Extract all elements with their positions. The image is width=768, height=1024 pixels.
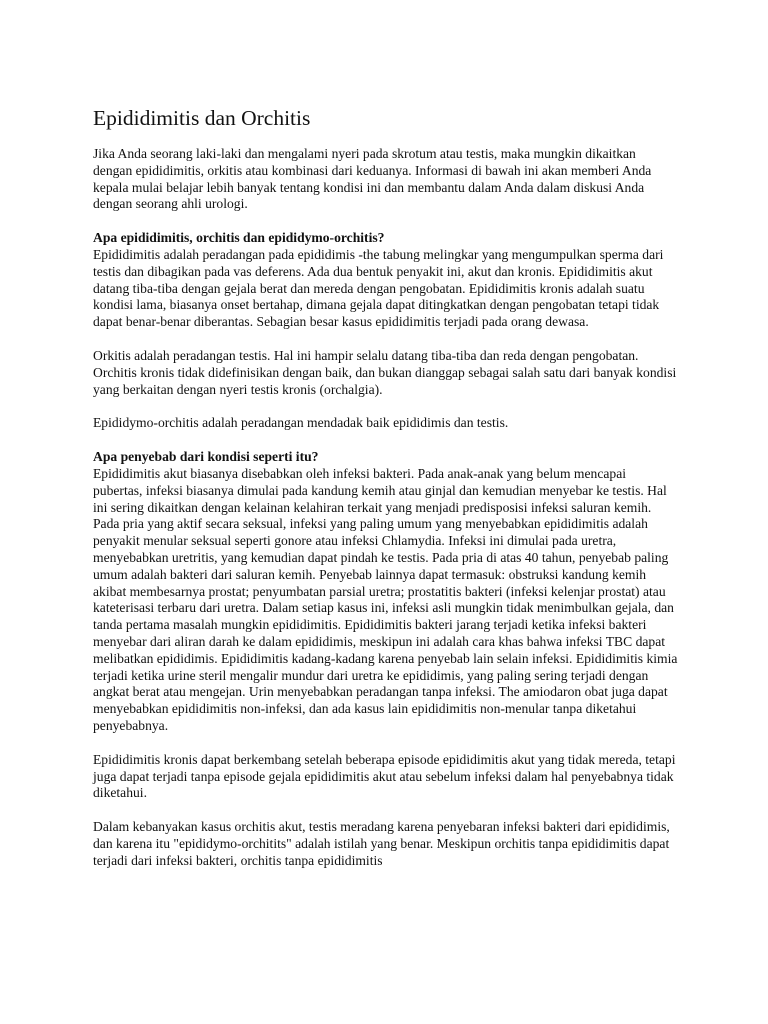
paragraph-orkitis: Orkitis adalah peradangan testis. Hal ini hampir selalu datang tiba-tiba dan reda dengan pengobatan. Orchitis kronis tidak didefinisikan dengan baik, dan bukan dianggap sebagai salah satu dari banyak kondisi yang berkaitan dengan nyeri testis kronis (orchalgia).	[93, 347, 677, 397]
paragraph-causes-orchitis: Dalam kebanyakan kasus orchitis akut, testis meradang karena penyebaran infeksi bakteri dari epididimis, dan karena itu "epididymo-orchitits" adalah istilah yang benar. Meskipun orchitis tanpa epididimitis dapat terjadi dari infeksi bakteri, orchitis tanpa epididimitis	[93, 819, 670, 868]
paragraph-causes-chronic: Epididimitis kronis dapat berkembang setelah beberapa episode epididimitis akut yang tidak mereda, tetapi juga dapat terjadi tanpa episode gejala epididimitis akut atau sebelum infeksi dalam hal penyebabnya tidak diketahui.	[93, 751, 676, 801]
document-title: Epididimitis dan Orchitis	[93, 106, 311, 130]
paragraph-epididimitis: Epididimitis adalah peradangan pada epididimis -the tabung melingkar yang mengumpulkan sperma dari testis dan dibagikan pada vas deferens. Ada dua bentuk penyakit ini, akut dan kronis. Epididimitis akut datang tiba-tiba dengan gejala berat dan mereda dengan pengobatan. Epididimitis kronis adalah suatu kondisi lama, biasanya onset bertahap, dimana gejala dapat ditingkatkan dengan pengobatan tetapi tidak dapat benar-benar diberantas. Sebagian besar kasus epididimitis terjadi pada orang dewasa.	[93, 246, 664, 330]
section-heading-causes: Apa penyebab dari kondisi seperti itu?	[93, 449, 319, 465]
section-causes	[93, 449, 678, 735]
intro-paragraph: Jika Anda seorang laki-laki dan mengalami nyeri pada skrotum atau testis, maka mungkin dikaitkan dengan epididimitis, orkitis atau kombinasi dari keduanya. Informasi di bawah ini akan memberi Anda kepala mulai belajar lebih banyak tentang kondisi ini dan membantu dalam Anda dalam diskusi Anda dengan seorang ahli urologi.	[93, 146, 652, 212]
section-heading-definitions: Apa epididimitis, orchitis dan epididymo-orchitis?	[93, 230, 385, 246]
section-definitions	[93, 230, 678, 331]
paragraph-epididymo-orchitis: Epididymo-orchitis adalah peradangan mendadak baik epididimis dan testis.	[93, 415, 509, 431]
paragraph-causes-acute: Epididimitis akut biasanya disebabkan oleh infeksi bakteri. Pada anak-anak yang belum mencapai pubertas, infeksi biasanya dimulai pada kandung kemih atau ginjal dan kemudian menyebar ke testis. Hal ini sering dikaitkan dengan kelainan kelahiran terkait yang menjadi predisposisi infeksi saluran kemih. Pada pria yang aktif secara seksual, infeksi yang paling umum yang menyebabkan epididimitis adalah penyakit menular seksual seperti gonore atau infeksi Chlamydia. Infeksi ini dimulai pada uretra, menyebabkan uretritis, yang kemudian dapat pindah ke testis. Pada pria di atas 40 tahun, penyebab paling umum adalah bakteri dari saluran kemih. Penyebab lainnya dapat termasuk: obstruksi kandung kemih akibat membesarnya prostat; penyumbatan parsial uretra; prostatitis bakteri (infeksi kelenjar prostat) atau kateterisasi terbaru dari uretra. Dalam setiap kasus ini, infeksi asli mungkin tidak menimbulkan gejala, dan tanda pertama masalah mungkin epididimitis. Epididimitis bakteri jarang terjadi ketika infeksi bakteri menyebar dari aliran darah ke dalam epididimis, meskipun ini adalah cara khas bahwa infeksi TBC dapat melibatkan epididimis. Epididimitis kadang-kadang karena penyebab lain selain infeksi. Epididimitis kimia terjadi ketika urine steril mengalir mundur dari uretra ke epididimis, yang paling sering terjadi dengan angkat berat atau mengejan. Urin menyebabkan peradangan tanpa infeksi. The amiodaron obat juga dapat menyebabkan epididimitis non-infeksi, dan ada kasus lain epididimitis non-menular tanpa diketahui penyebabnya.	[93, 465, 678, 733]
